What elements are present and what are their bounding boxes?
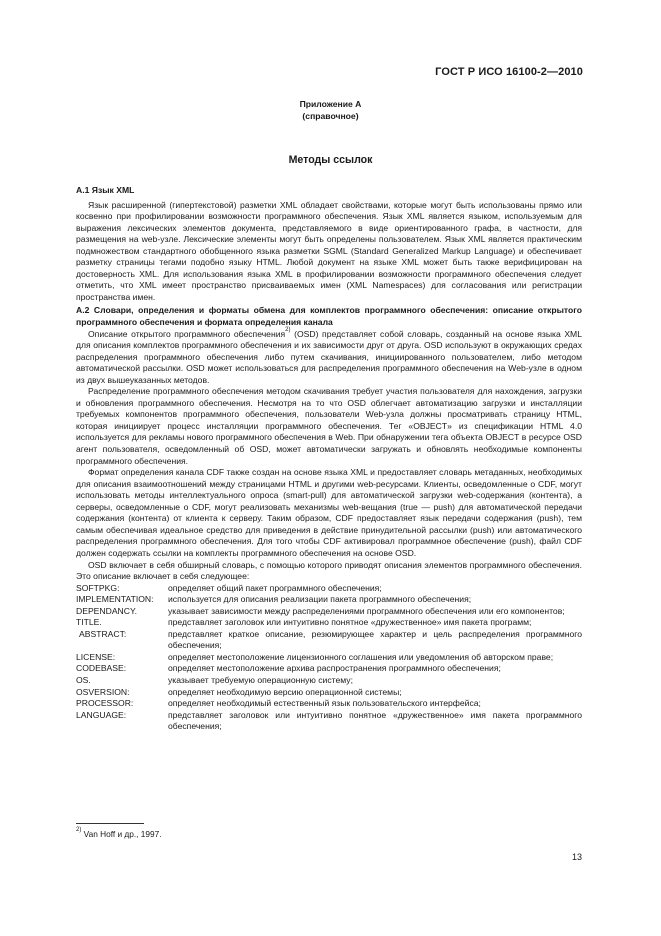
definition-row [76,629,582,652]
definition-row [76,698,582,710]
footnote-ref: 2) [285,326,291,333]
annex-heading [0,99,661,122]
definition-row [76,583,582,595]
definition-description: определяет необходимый естественный язык пользовательского интерфейса; [168,698,481,709]
definition-description: определяет необходимую версию операционной системы; [168,686,402,697]
definition-description: определяет местоположение лицензионного соглашения или уведомления об авторском праве; [168,651,554,662]
footnote-divider [76,823,144,824]
definition-row [76,663,582,675]
annex-title: Методы ссылок [288,154,373,166]
definition-description: определяет общий пакет программного обеспечения; [168,582,382,593]
definition-description: указывает зависимости между распределениями программного обеспечения или его компонентов; [168,605,565,616]
definition-term: OSVERSION: [76,686,130,697]
definition-term: CODEBASE: [76,663,127,674]
footnote-text: Van Hoff и др., 1997. [83,829,162,839]
definition-term: TITLE. [76,617,102,628]
definition-term: OS. [76,674,91,685]
definition-description: определяет местоположение архива распространения программного обеспечения; [168,663,501,674]
definition-term: LICENSE: [76,651,116,662]
footnote [76,829,162,839]
annex-status: (справочное) [302,110,359,121]
page-number: 13 [571,852,582,862]
section-a2-heading: А.2 Словари, определения и форматы обмена для комплектов программного обеспечения: описание открытого программного обеспечения и формата определения канала [76,305,582,328]
definition-term: IMPLEMENTATION: [76,594,154,605]
definition-row [76,687,582,699]
standard-number: ГОСТ Р ИСО 16100-2—2010 [435,66,583,78]
definition-row [76,675,582,687]
definition-description: представляет краткое описание, резюмирующее характер и цель распределения программного обеспечения; [168,628,582,651]
definition-row [76,606,582,618]
document-body [76,185,582,733]
osd-text-start: Описание открытого программного обеспечения [88,328,286,339]
section-a2-paragraph-4: OSD включает в себя обширный словарь, с помощью которого приводят описания элементов программного обеспечения. Это описание включает в себя следующее: [76,559,582,582]
definition-term: ABSTRACT: [79,628,127,639]
section-a1-heading: А.1 Язык XML [76,185,135,195]
definition-description: представляет заголовок или интуитивно понятное «дружественное» имя пакета программного обеспечения; [168,709,582,732]
section-a2-paragraph-2: Распределение программного обеспечения методом скачивания требует участия пользователя для нахождения, загрузки и обновления программного обеспечения. Несмотря на то что OSD облегчает автоматизацию загрузки и инсталляции требуемых компонентов программного обеспечения, пользователи Web-узла должны просматривать страницу HTML, которая инициирует процесс инсталляции программного обеспечения. Тег «OBJECT» из спецификации HTML 4.0 используется для рекламы нового программного обеспечения в Web. При обнаружении тега объекта OBJECT в ресурсе OSD агент пользователя, осведомленный об OSD, может автоматически загружать и обновлять необходимые компоненты программного обеспечения. [76,386,582,466]
definition-term: DEPENDANCY. [76,605,137,616]
annex-label: Приложение А [299,99,362,109]
definition-row [76,710,582,733]
section-a1-paragraph: Язык расширенной (гипертекстовой) разметки XML обладает свойствами, которые могут быть использованы прямо или косвенно при профилировании возможности программного обеспечения. Язык XML является языком, используемым для выражения лексических элементов документа, представляемого в виде ориентированного графа, в частности, для размещения на web-узле. Лексические элементы могут быть определены пользователем. Язык XML является практическим подмножеством стандартного обобщенного языка разметки SGML (Standard Generalized Markup Language) и обеспечивает разметку страницы тегами подобно языку HTML. Любой документ на языке XML может быть также верифицирован на достоверность XML. Для использования языка XML в профилировании возможности программного обеспечения следует отметить, что XML имеет пространство присваиваемых имен (XML Namespaces) для согласования или регистрации пространства имен. [76,199,582,302]
definition-row [76,594,582,606]
definition-term: LANGUAGE: [76,709,127,720]
definition-row [76,617,582,629]
osd-text-end: (OSD) представляет собой словарь, созданный на основе языка XML для описания комплектов программного обеспечения и их зависимости друг от друга. OSD используют в окружающих средах распределения программного обеспечения либо путем скачивания, инициированного пользователем, либо методом автоматической рассылки. OSD может использоваться для распределения программного обеспечения на Web-узле в одном из двух вышеуказанных методов. [76,328,582,385]
definition-term: SOFTPKG: [76,582,120,593]
definition-description: представляет заголовок или интуитивно понятное «дружественное» имя пакета программ; [168,617,532,628]
definition-row [76,652,582,664]
definition-list [76,583,582,733]
definition-term: PROCESSOR: [76,698,134,709]
definition-description: указывает требуемую операционную систему; [168,674,353,685]
section-a2-paragraph-1 [76,326,582,387]
definition-description: используется для описания реализации пакета программного обеспечения; [168,594,472,605]
section-a2-paragraph-3: Формат определения канала CDF также создан на основе языка XML и предоставляет словарь метаданных, необходимых для описания взаимоотношений между страницами HTML и другими web-ресурсами. Клиенты, осведомленные о CDF, могут использовать методы интеллектуального опроса (smart-pull) для автоматической загрузки web-содержания (контента), а серверы, осведомленные о CDF, могут реализовать механизмы web-вещания (true — push) для автоматической передачи содержания (контента) от клиента к серверу. Таким образом, CDF предоставляет язык передачи содержания (push), тем самым обеспечивая идеальное средство для приведения в действие принудительной рассылки (push) или автоматического распределения программного обеспечения. Для того чтобы CDF активировал программное обеспечение (push), файл CDF должен содержать ссылки на комплекты программного обеспечения на основе OSD. [76,467,582,558]
footnote-mark: 2) [76,827,82,833]
